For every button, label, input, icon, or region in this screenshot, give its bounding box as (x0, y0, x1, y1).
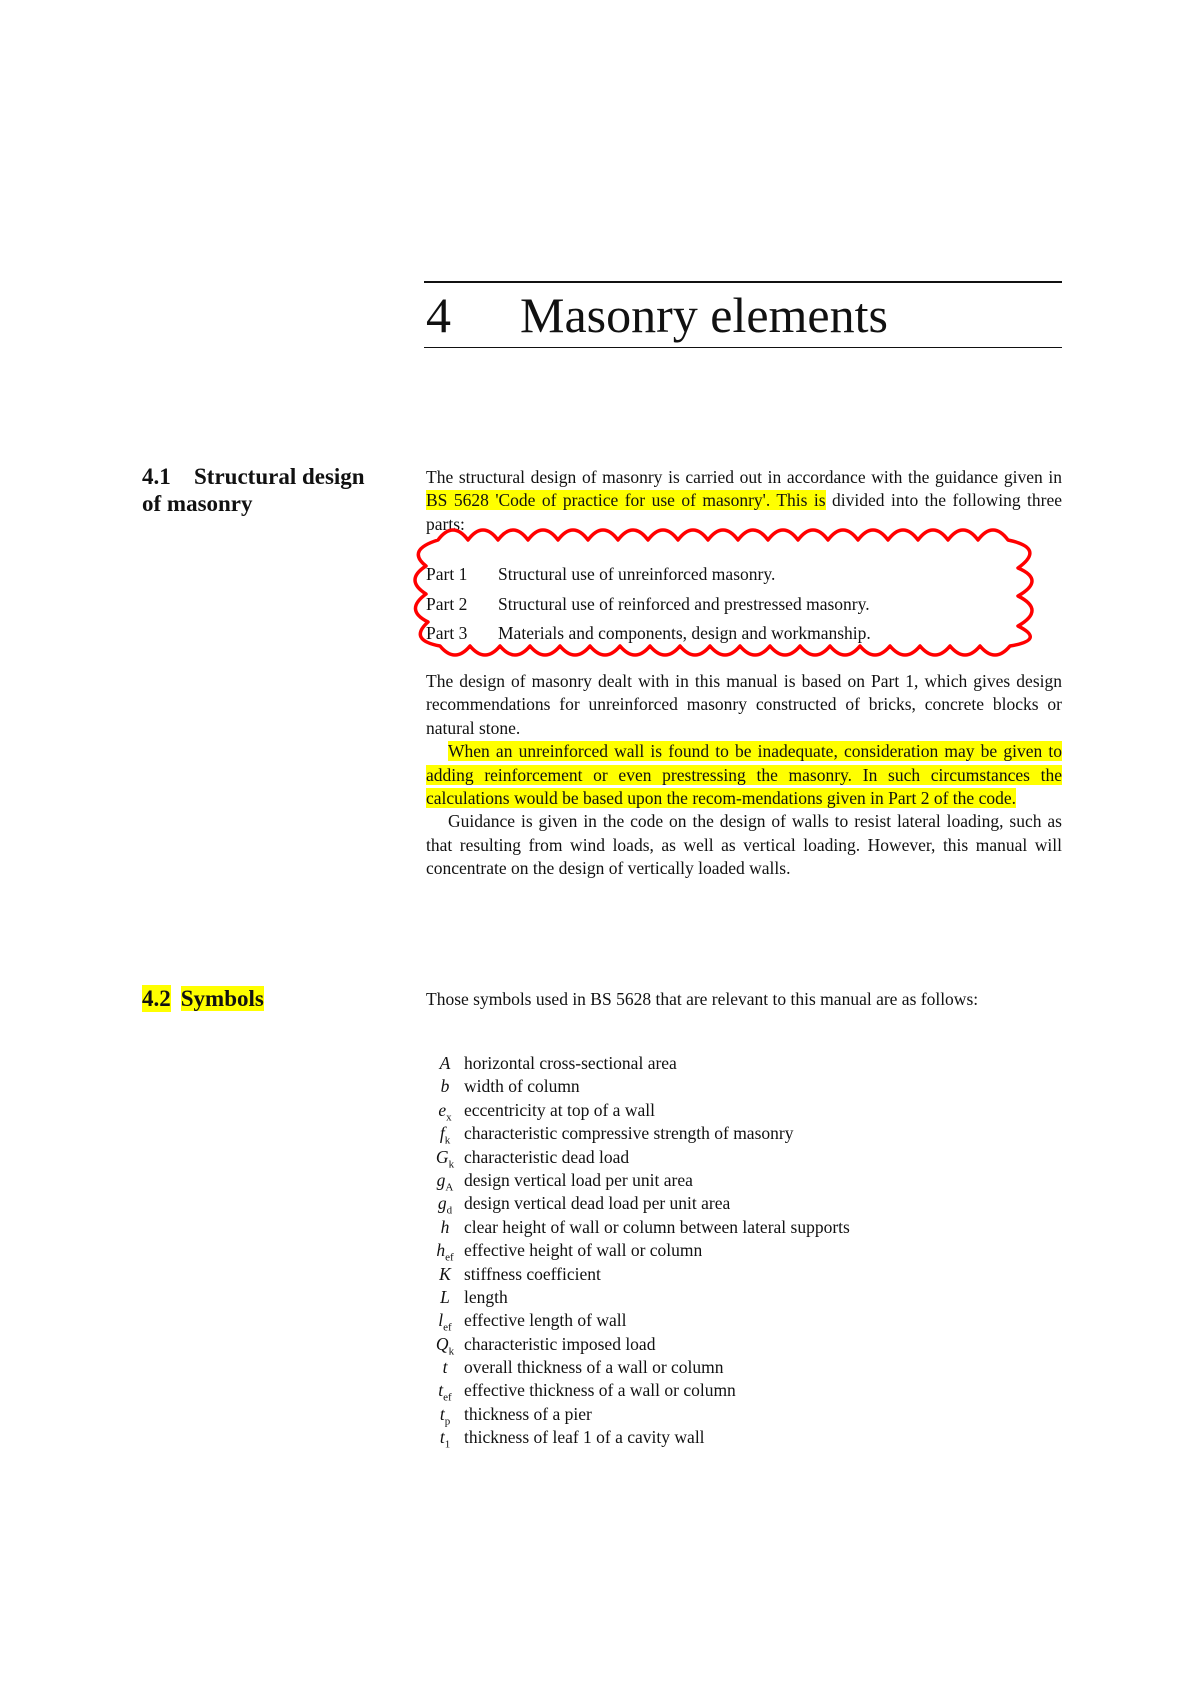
list-item (426, 1379, 850, 1402)
symbol: $f_k$ (439, 1123, 451, 1147)
cloud-annotation (398, 518, 1048, 664)
symbol-description: stiffness coefficient (464, 1263, 601, 1284)
list-item (426, 1403, 850, 1426)
chapter-title: Masonry elements (520, 287, 888, 343)
part-text: Structural use of unreinforced masonry. (498, 564, 776, 584)
section-4-2-intro (426, 988, 1062, 1011)
symbol-description: horizontal cross-sectional area (464, 1053, 677, 1073)
symbol-description: effective length of wall (464, 1310, 627, 1331)
symbol-description: thickness of leaf 1 of a cavity wall (464, 1427, 705, 1448)
part-text: Materials and components, design and workmanship. (498, 623, 871, 643)
chapter-heading (424, 281, 1062, 348)
list-item (426, 1356, 850, 1379)
section-4-2-title: Symbols (180, 986, 264, 1011)
section-4-1-number: 4.1 (142, 464, 171, 489)
intro-text-end: divided into the following three parts: (426, 490, 1062, 534)
symbol: $t_{ef}$ (438, 1380, 452, 1404)
symbol: h (440, 1216, 450, 1237)
list-item (426, 1309, 850, 1332)
highlighted-paragraph (426, 740, 1062, 810)
symbol-description: effective height of wall or column (464, 1240, 703, 1261)
intro-text: The structural design of masonry is carried out in accordance with the guidance given in (426, 467, 1062, 487)
list-item (426, 1426, 850, 1449)
symbol-description: eccentricity at top of a wall (464, 1099, 655, 1120)
list-item (426, 1099, 850, 1122)
symbol-description: width of column (464, 1076, 580, 1097)
symbol: L (440, 1286, 450, 1307)
section-4-1-heading (142, 463, 365, 517)
symbol: K (439, 1263, 451, 1284)
part-label: Part 1 (426, 564, 468, 584)
symbol: b (440, 1076, 450, 1097)
symbol-description: length (464, 1286, 508, 1307)
list-item (426, 1192, 850, 1215)
section-4-1-title-line2: of masonry (142, 491, 253, 516)
symbol: $l_{ef}$ (438, 1310, 452, 1334)
symbol: $h_{ef}$ (436, 1240, 454, 1264)
symbol: $G_k$ (435, 1146, 455, 1171)
highlighted-text: When an unreinforced wall is found to be inadequate, consideration may be given to adding reinforcement or even prestressing the masonry. In such circumstances the calculations would be based upon the recom-mendations given in Part 2 of the code. (426, 741, 1062, 809)
symbol-description: characteristic imposed load (464, 1333, 656, 1354)
symbol-description: design vertical load per unit area (464, 1169, 693, 1190)
symbol-description: effective thickness of a wall or column (464, 1380, 736, 1401)
symbol: $Q_k$ (435, 1333, 455, 1358)
symbol: t (442, 1357, 448, 1378)
symbol: A (439, 1053, 451, 1073)
symbol: $g_d$ (437, 1193, 453, 1217)
list-item (426, 1052, 850, 1075)
symbol: $e_x$ (438, 1099, 452, 1124)
symbol: $g_A$ (436, 1169, 454, 1194)
section-4-2-heading (142, 985, 264, 1012)
list-item (426, 1333, 850, 1356)
section-4-1-title-line1: Structural design (194, 464, 365, 489)
symbol-description: clear height of wall or column between lateral supports (464, 1216, 850, 1237)
list-item (426, 1239, 850, 1262)
symbol-description: thickness of a pier (464, 1403, 592, 1424)
part-label: Part 2 (426, 593, 468, 614)
part-text: Structural use of reinforced and prestressed masonry. (498, 593, 870, 614)
list-item (426, 1286, 850, 1309)
symbol-description: characteristic compressive strength of masonry (464, 1123, 794, 1144)
symbol-description: characteristic dead load (464, 1146, 630, 1167)
list-item (426, 1146, 850, 1169)
part-label: Part 3 (426, 623, 468, 643)
symbol-description: design vertical dead load per unit area (464, 1193, 731, 1214)
paragraph: The design of masonry dealt with in this manual is based on Part 1, which gives design recommendations for unreinforced masonry constructed of bricks, concrete blocks or natural stone. (426, 671, 1062, 738)
symbols-list (426, 1052, 850, 1450)
cloud-annotation-outline (415, 530, 1032, 655)
symbol: $t_p$ (439, 1403, 451, 1428)
paragraph: Guidance is given in the code on the design of walls to resist lateral loading, such as that resulting from wind loads, as well as vertical loading. However, this manual will concentrate on the design of vertically loaded walls. (426, 811, 1062, 879)
list-item (426, 1075, 850, 1098)
intro-highlighted-text: BS 5628 'Code of practice for use of masonry'. This is (426, 490, 826, 511)
symbol: $t_1$ (439, 1427, 451, 1451)
paragraph: Those symbols used in BS 5628 that are relevant to this manual are as follows: (426, 989, 979, 1009)
list-item (426, 1216, 850, 1239)
list-item (426, 1169, 850, 1192)
chapter-number: 4 (426, 287, 451, 343)
list-item (426, 1122, 850, 1145)
section-4-1-body (426, 670, 1062, 881)
section-4-2-number: 4.2 (142, 986, 171, 1011)
symbol-description: overall thickness of a wall or column (464, 1357, 724, 1378)
list-item (426, 1263, 850, 1286)
